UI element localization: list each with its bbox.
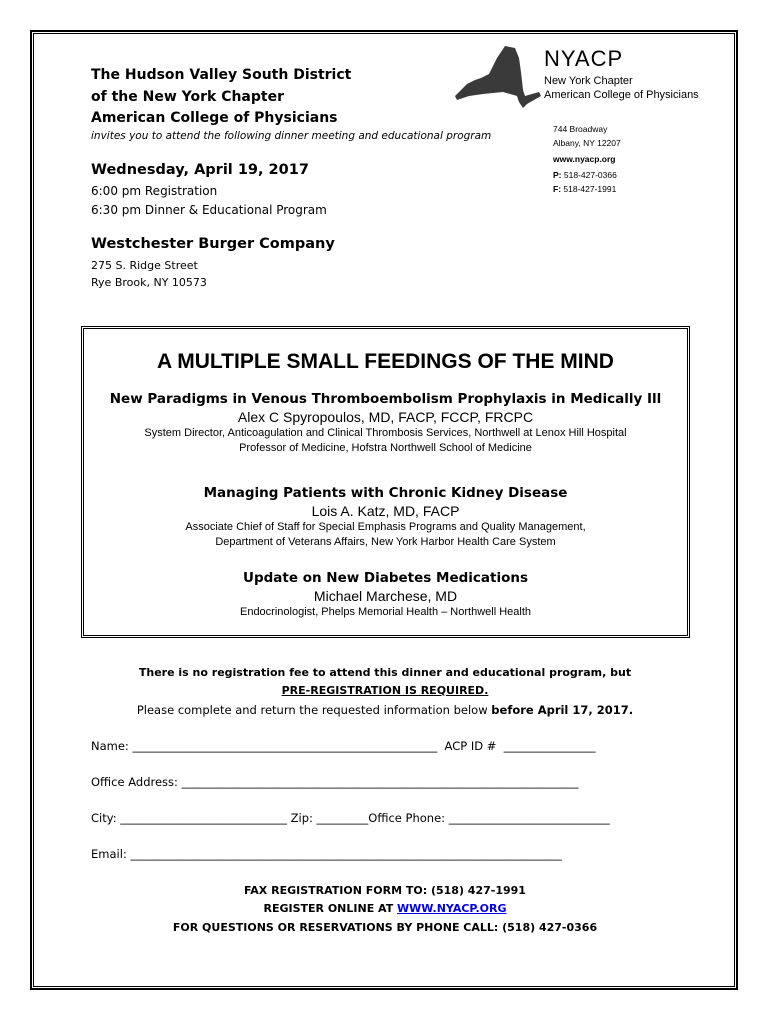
venue-address (91, 257, 207, 291)
zip-field[interactable]: _________ (316, 811, 369, 825)
deadline-prefix: Please complete and return the requested information below (136, 703, 492, 717)
email-label: Email: (91, 847, 127, 861)
phone-value: 518-427-0366 (563, 170, 617, 180)
logo-subtitle-line: American College of Physicians (544, 89, 699, 101)
office-address-field[interactable]: _____________________________________________________________________ (181, 775, 579, 789)
talk-2 (84, 484, 687, 550)
logo-subtitle-line: New York Chapter (544, 75, 633, 87)
city-field[interactable]: _____________________________ (120, 811, 287, 825)
city-label: City: (91, 811, 117, 825)
venue-name: Westchester Burger Company (91, 236, 335, 252)
city-row (91, 811, 610, 825)
organizer-line: The Hudson Valley South District (91, 67, 352, 83)
talk-title: New Paradigms in Venous Thromboembolism Prophylaxis in Medically Ill (109, 391, 662, 407)
office-phone-field[interactable]: ____________________________ (448, 811, 610, 825)
registration-required-text: PRE-REGISTRATION IS REQUIRED (281, 684, 485, 697)
talk-1 (84, 390, 687, 456)
contact-block (553, 121, 621, 197)
organizer-heading (91, 65, 451, 130)
contact-fax (553, 181, 621, 197)
contact-street: 744 Broadway (553, 124, 608, 134)
logo-name: NYACP (544, 46, 624, 71)
talk-affiliation: System Director, Anticoagulation and Clinical Thrombosis Services, Northwell at Lenox Hill Hospital (144, 427, 627, 439)
name-row (91, 739, 596, 753)
talk-speaker: Alex C Spyropoulos, MD, FACP, FCCP, FRCPC (237, 409, 534, 425)
event-date: Wednesday, April 19, 2017 (91, 162, 309, 178)
invitation-text: invites you to attend the following dinner meeting and educational program (91, 130, 492, 142)
name-field[interactable]: _____________________________________________________ (132, 739, 438, 753)
talk-affiliation: Associate Chief of Staff for Special Emphasis Programs and Quality Management, (185, 521, 586, 533)
office-address-label: Office Address: (91, 775, 178, 789)
fax-value: 518-427-1991 (563, 184, 617, 194)
registration-deadline (0, 703, 770, 717)
phone-label: P: (553, 170, 562, 180)
online-prefix: REGISTER ONLINE AT (263, 902, 398, 915)
registration-required (0, 684, 770, 697)
talk-affiliation: Endocrinologist, Phelps Memorial Health – Northwell Health (239, 606, 532, 618)
program-box (81, 326, 690, 638)
event-time-line: 6:30 pm Dinner & Educational Program (91, 203, 327, 217)
phone-instructions: FOR QUESTIONS OR RESERVATIONS BY PHONE CALL: (518) 427-0366 (172, 921, 598, 934)
program-title: A MULTIPLE SMALL FEEDINGS OF THE MIND (157, 350, 614, 373)
talk-affiliation: Department of Veterans Affairs, New York Harbor Health Care System (215, 536, 556, 548)
venue-address-line: 275 S. Ridge Street (91, 259, 198, 272)
talk-speaker: Michael Marchese, MD (313, 588, 458, 604)
venue-address-line: Rye Brook, NY 10573 (91, 276, 207, 289)
contact-city: Albany, NY 12207 (553, 138, 621, 148)
talk-affiliation: Professor of Medicine, Hofstra Northwell School of Medicine (239, 442, 532, 454)
deadline-date: before April 17, 2017. (491, 703, 634, 717)
map-shape (455, 46, 541, 108)
event-time-line: 6:00 pm Registration (91, 184, 218, 198)
office-phone-label: Office Phone: (368, 811, 446, 825)
talk-title: Managing Patients with Chronic Kidney Disease (203, 485, 568, 501)
talk-speaker: Lois A. Katz, MD, FACP (311, 503, 460, 519)
organizer-line: of the New York Chapter (91, 88, 284, 105)
organizer-line: American College of Physicians (91, 110, 338, 126)
new-york-state-map-icon (453, 44, 543, 120)
registration-notice: There is no registration fee to attend this dinner and educational program, but (138, 666, 632, 679)
talk-title: Update on New Diabetes Medications (242, 570, 529, 586)
logo-subtitle (544, 74, 699, 102)
acp-id-label: ACP ID # (444, 739, 497, 753)
online-registration (0, 902, 770, 915)
office-address-row (91, 775, 578, 789)
fax-label: F: (553, 184, 562, 194)
name-label: Name: (91, 739, 129, 753)
registration-required-period: . (484, 684, 489, 697)
email-field[interactable]: ___________________________________________________________________________ (130, 847, 562, 861)
contact-website[interactable]: www.nyacp.org (553, 154, 616, 164)
acp-id-field[interactable]: ________________ (503, 739, 596, 753)
event-times (91, 182, 327, 220)
nyacp-link[interactable]: WWW.NYACP.ORG (397, 902, 507, 915)
fax-instructions: FAX REGISTRATION FORM TO: (518) 427-1991 (244, 884, 526, 897)
email-row (91, 847, 562, 861)
zip-label: Zip: (290, 811, 313, 825)
talk-3 (84, 569, 687, 620)
